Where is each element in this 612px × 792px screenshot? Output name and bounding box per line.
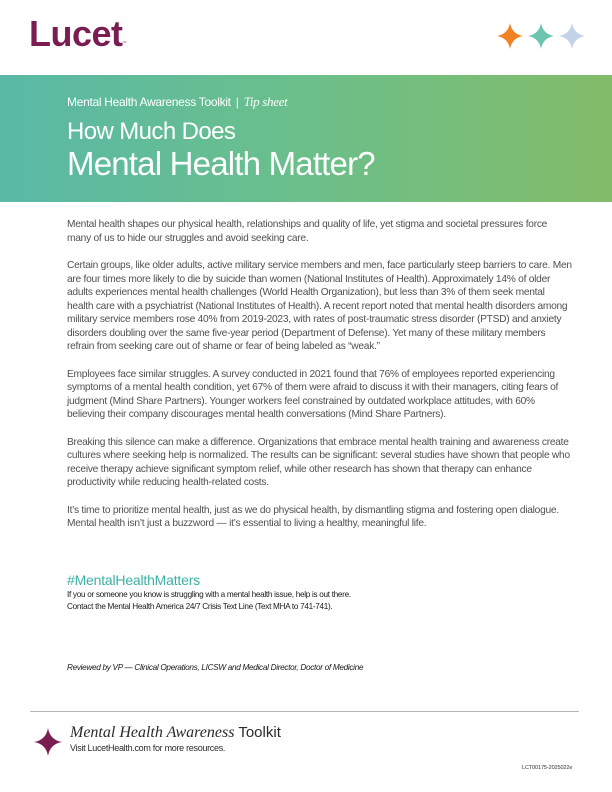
paragraph: Mental health shapes our physical health, relationships and quality of life, yet stigma and societal pressures force many of us to hide our struggles and avoid seeking care. bbox=[67, 219, 548, 244]
footer-title-italic: Mental Health Awareness bbox=[70, 724, 235, 741]
paragraph: Certain groups, like older adults, active military service members and men, face particularly steep barriers to care. Men are four times more likely to die by suicide than women (National Institutes of Health). Approximately 14% of older adults experiences mental health challenges (World Health Organization), but less than 3% of them seek mental health care with a psychiatrist (National Institutes of Health). A recent report noted that mental health disorders among military service members rose 40% from 2019-2023, with rates of post-traumatic stress disorder (PTSD) and anxiety disorders doubling over the same five-year period (Department of Defense). Yet many of these military members refrain from seeking care out of shame or fear of being labeled as “weak.” bbox=[67, 260, 572, 352]
toolkit-label: Mental Health Awareness Toolkit bbox=[67, 95, 231, 109]
lucet-logo bbox=[29, 12, 126, 56]
reviewed-by: Reviewed by VP — Clinical Operations, LICSW and Medical Director, Doctor of Medicine bbox=[67, 663, 364, 672]
help-line-1: If you or someone you know is struggling with a mental health issue, help is out there. bbox=[67, 590, 351, 599]
paragraph: Breaking this silence can make a difference. Organizations that embrace mental health training and awareness create cultures where seeking help is normalized. The results can be significant: several studies have shown that people who receive therapy achieve significant symptom relief, while other research has shown that therapy can enhance productivity while reducing health-related costs. bbox=[67, 436, 570, 488]
lightblue-sparkle-icon bbox=[558, 22, 586, 50]
sparkle-group bbox=[496, 22, 586, 50]
body-text bbox=[67, 218, 573, 545]
paragraph: Employees face similar struggles. A survey conducted in 2021 found that 76% of employees reported experiencing symptoms of a mental health condition, yet 67% of them were afraid to discuss it with their managers, citing fears of judgment (Mind Share Partners). Younger workers feel constrained by outdated workplace attitudes, with 60% believing their company discourages mental health conversations (Mind Share Partners). bbox=[67, 368, 559, 420]
footer-star-icon bbox=[33, 727, 63, 757]
footer-resources-link[interactable]: Visit LucetHealth.com for more resources. bbox=[70, 743, 226, 753]
help-line-2: Contact the Mental Health America 24/7 Crisis Text Line (Text MHA to 741-741). bbox=[67, 602, 333, 611]
banner-subtitle bbox=[67, 94, 288, 110]
teal-sparkle-icon bbox=[527, 22, 555, 50]
page-title-line2: Mental Health Matter? bbox=[67, 145, 375, 182]
footer-title-plain: Toolkit bbox=[238, 724, 281, 741]
page-title-line1: How Much Does bbox=[67, 118, 236, 145]
logo-text: Lucet bbox=[29, 13, 123, 54]
footer-divider bbox=[30, 711, 579, 712]
paragraph: It’s time to prioritize mental health, just as we do physical health, by dismantling stigma and fostering open dialogue. Mental health isn’t just a buzzword — it’s essential to living a healthy, meaningful life. bbox=[67, 504, 559, 529]
sheet-type: Tip sheet bbox=[243, 94, 288, 109]
separator: | bbox=[235, 95, 239, 109]
footer-title bbox=[70, 724, 281, 742]
hashtag: #MentalHealthMatters bbox=[67, 572, 200, 588]
document-code: LCT00175-2025022e bbox=[522, 765, 573, 771]
orange-sparkle-icon bbox=[496, 22, 524, 50]
trademark-symbol: ™ bbox=[122, 40, 127, 45]
help-callout bbox=[67, 589, 351, 613]
